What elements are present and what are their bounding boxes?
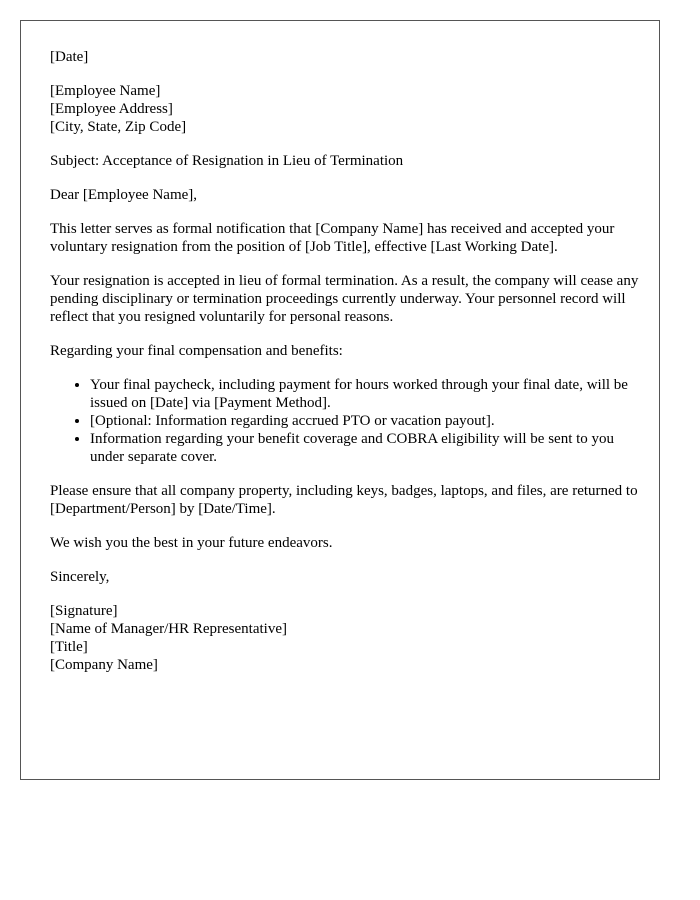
list-item-final-paycheck: • Your final paycheck, including payment for hours worked through your final date, will be issued on [Date] via [Payment Method]. <box>90 376 640 412</box>
recipient-city-state-zip: [City, State, Zip Code] <box>50 119 187 135</box>
letter-date: [Date] <box>50 49 89 65</box>
recipient-address-block <box>50 82 640 136</box>
letter-salutation: Dear [Employee Name], <box>50 187 198 203</box>
recipient-name: [Employee Name] <box>50 83 161 99</box>
letter-closing: Sincerely, <box>50 569 110 585</box>
signature-block <box>50 602 640 674</box>
paragraph-well-wishes: We wish you the best in your future endeavors. <box>50 535 333 551</box>
letter-page <box>20 20 660 780</box>
paragraph-notification: This letter serves as formal notification that [Company Name] has received and accepted your voluntary resignation from the position of [Job Title], effective [Last Working Date]. <box>50 221 615 255</box>
signature-line: [Signature] <box>50 603 118 619</box>
signer-name: [Name of Manager/HR Representative] <box>50 621 287 637</box>
signer-company: [Company Name] <box>50 657 158 673</box>
paragraph-company-property: Please ensure that all company property, including keys, badges, laptops, and files, are returned to [Department/Person] by [Date/Time]. <box>50 483 638 517</box>
compensation-intro: Regarding your final compensation and benefits: <box>50 343 343 359</box>
recipient-address: [Employee Address] <box>50 101 173 117</box>
list-item-pto-payout: • [Optional: Information regarding accrued PTO or vacation payout]. <box>90 412 640 430</box>
paragraph-in-lieu: Your resignation is accepted in lieu of formal termination. As a result, the company will cease any pending disciplinary or termination proceedings currently underway. Your personnel record will reflect that you resigned voluntarily for personal reasons. <box>50 273 639 325</box>
letter-subject: Subject: Acceptance of Resignation in Lieu of Termination <box>50 153 404 169</box>
letter-body <box>50 48 640 690</box>
signer-title: [Title] <box>50 639 88 655</box>
list-item-benefit-coverage: • Information regarding your benefit coverage and COBRA eligibility will be sent to you under separate cover. <box>90 430 640 466</box>
benefits-list <box>50 376 640 466</box>
